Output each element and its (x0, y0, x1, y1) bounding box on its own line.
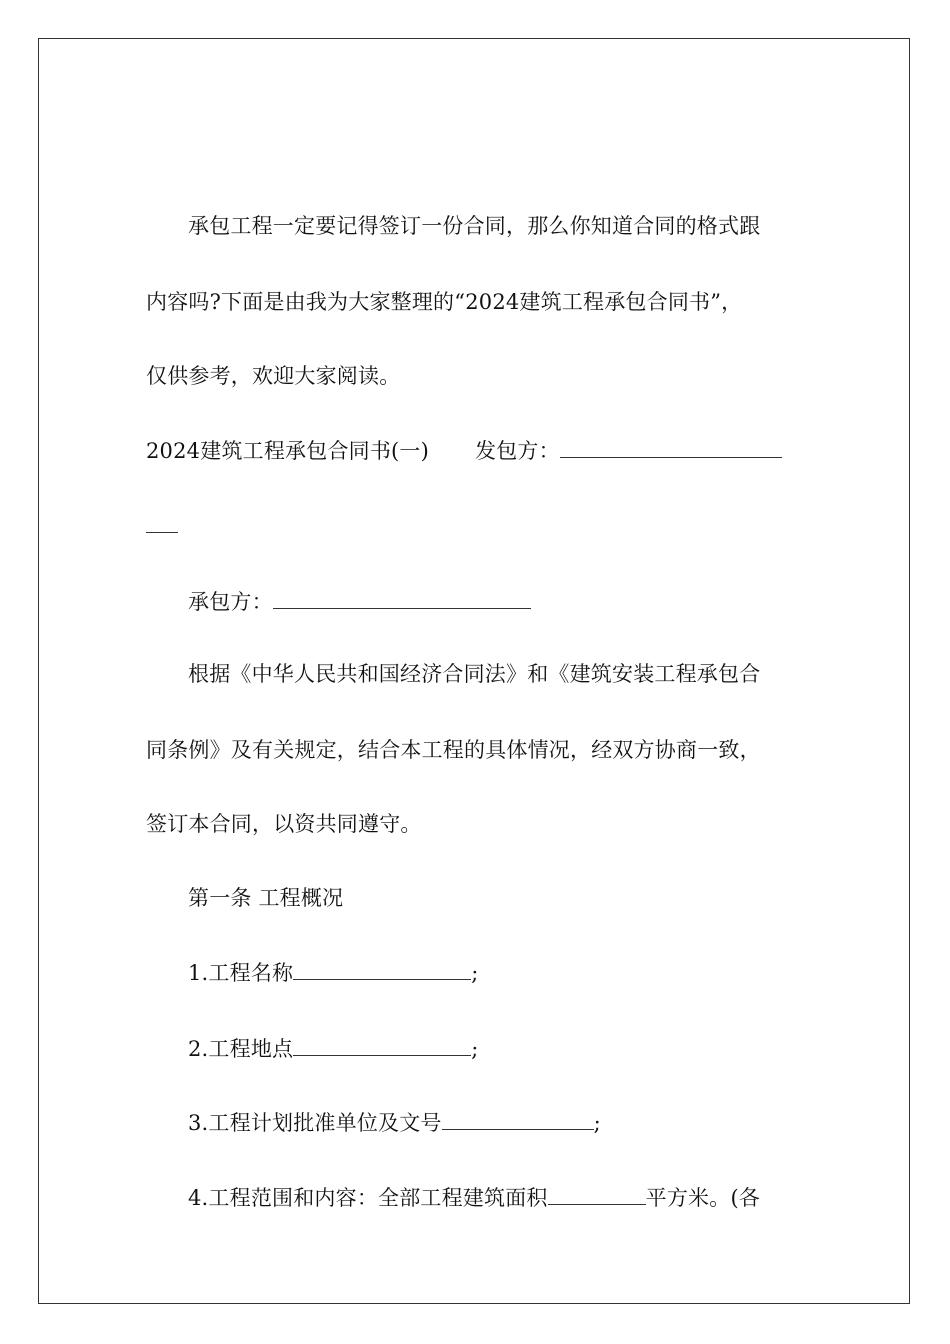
project-name-blank[interactable] (293, 959, 471, 980)
intro-line-1: 承包工程一定要记得签订一份合同，那么你知道合同的格式跟 (188, 214, 761, 238)
employer-blank[interactable] (560, 437, 782, 458)
item-approval-unit (188, 1109, 601, 1137)
intro-line-2: 内容吗?下面是由我为大家整理的“2024建筑工程承包合同书”， (146, 290, 743, 314)
project-location-blank[interactable] (293, 1035, 471, 1056)
basis-line-3: 签订本合同，以资共同遵守。 (146, 812, 422, 836)
semicolon: ; (593, 1111, 601, 1135)
semicolon: ; (471, 1037, 479, 1061)
item-project-location-label: 2.工程地点 (188, 1037, 294, 1061)
item-project-name-label: 1.工程名称 (188, 961, 294, 985)
item-project-scope-label: 4.工程范围和内容：全部工程建筑面积 (188, 1186, 548, 1210)
contract-heading: 2024建筑工程承包合同书(一) (146, 439, 430, 463)
basis-line-1: 根据《中华人民共和国经济合同法》和《建筑安装工程承包合 (188, 662, 761, 686)
floor-area-blank[interactable] (548, 1184, 646, 1205)
employer-blank-tail[interactable] (146, 512, 178, 533)
heading-line (146, 437, 782, 465)
contractor-blank[interactable] (273, 588, 531, 609)
semicolon: ; (471, 961, 479, 985)
approval-unit-blank[interactable] (442, 1109, 594, 1130)
item-project-scope (188, 1184, 760, 1212)
item-approval-unit-label: 3.工程计划批准单位及文号 (188, 1111, 442, 1135)
employer-label: 发包方： (475, 439, 560, 463)
employer-blank-continuation (146, 512, 178, 540)
basis-line-2: 同条例》及有关规定，结合本工程的具体情况，经双方协商一致， (146, 738, 761, 762)
contractor-label: 承包方： (188, 590, 273, 614)
intro-line-3: 仅供参考，欢迎大家阅读。 (146, 364, 401, 388)
item-project-location (188, 1035, 479, 1063)
contractor-line (188, 588, 531, 616)
item-project-scope-unit: 平方米。(各 (645, 1186, 761, 1210)
item-project-name (188, 959, 479, 987)
article-1-title: 第一条 工程概况 (188, 886, 344, 910)
